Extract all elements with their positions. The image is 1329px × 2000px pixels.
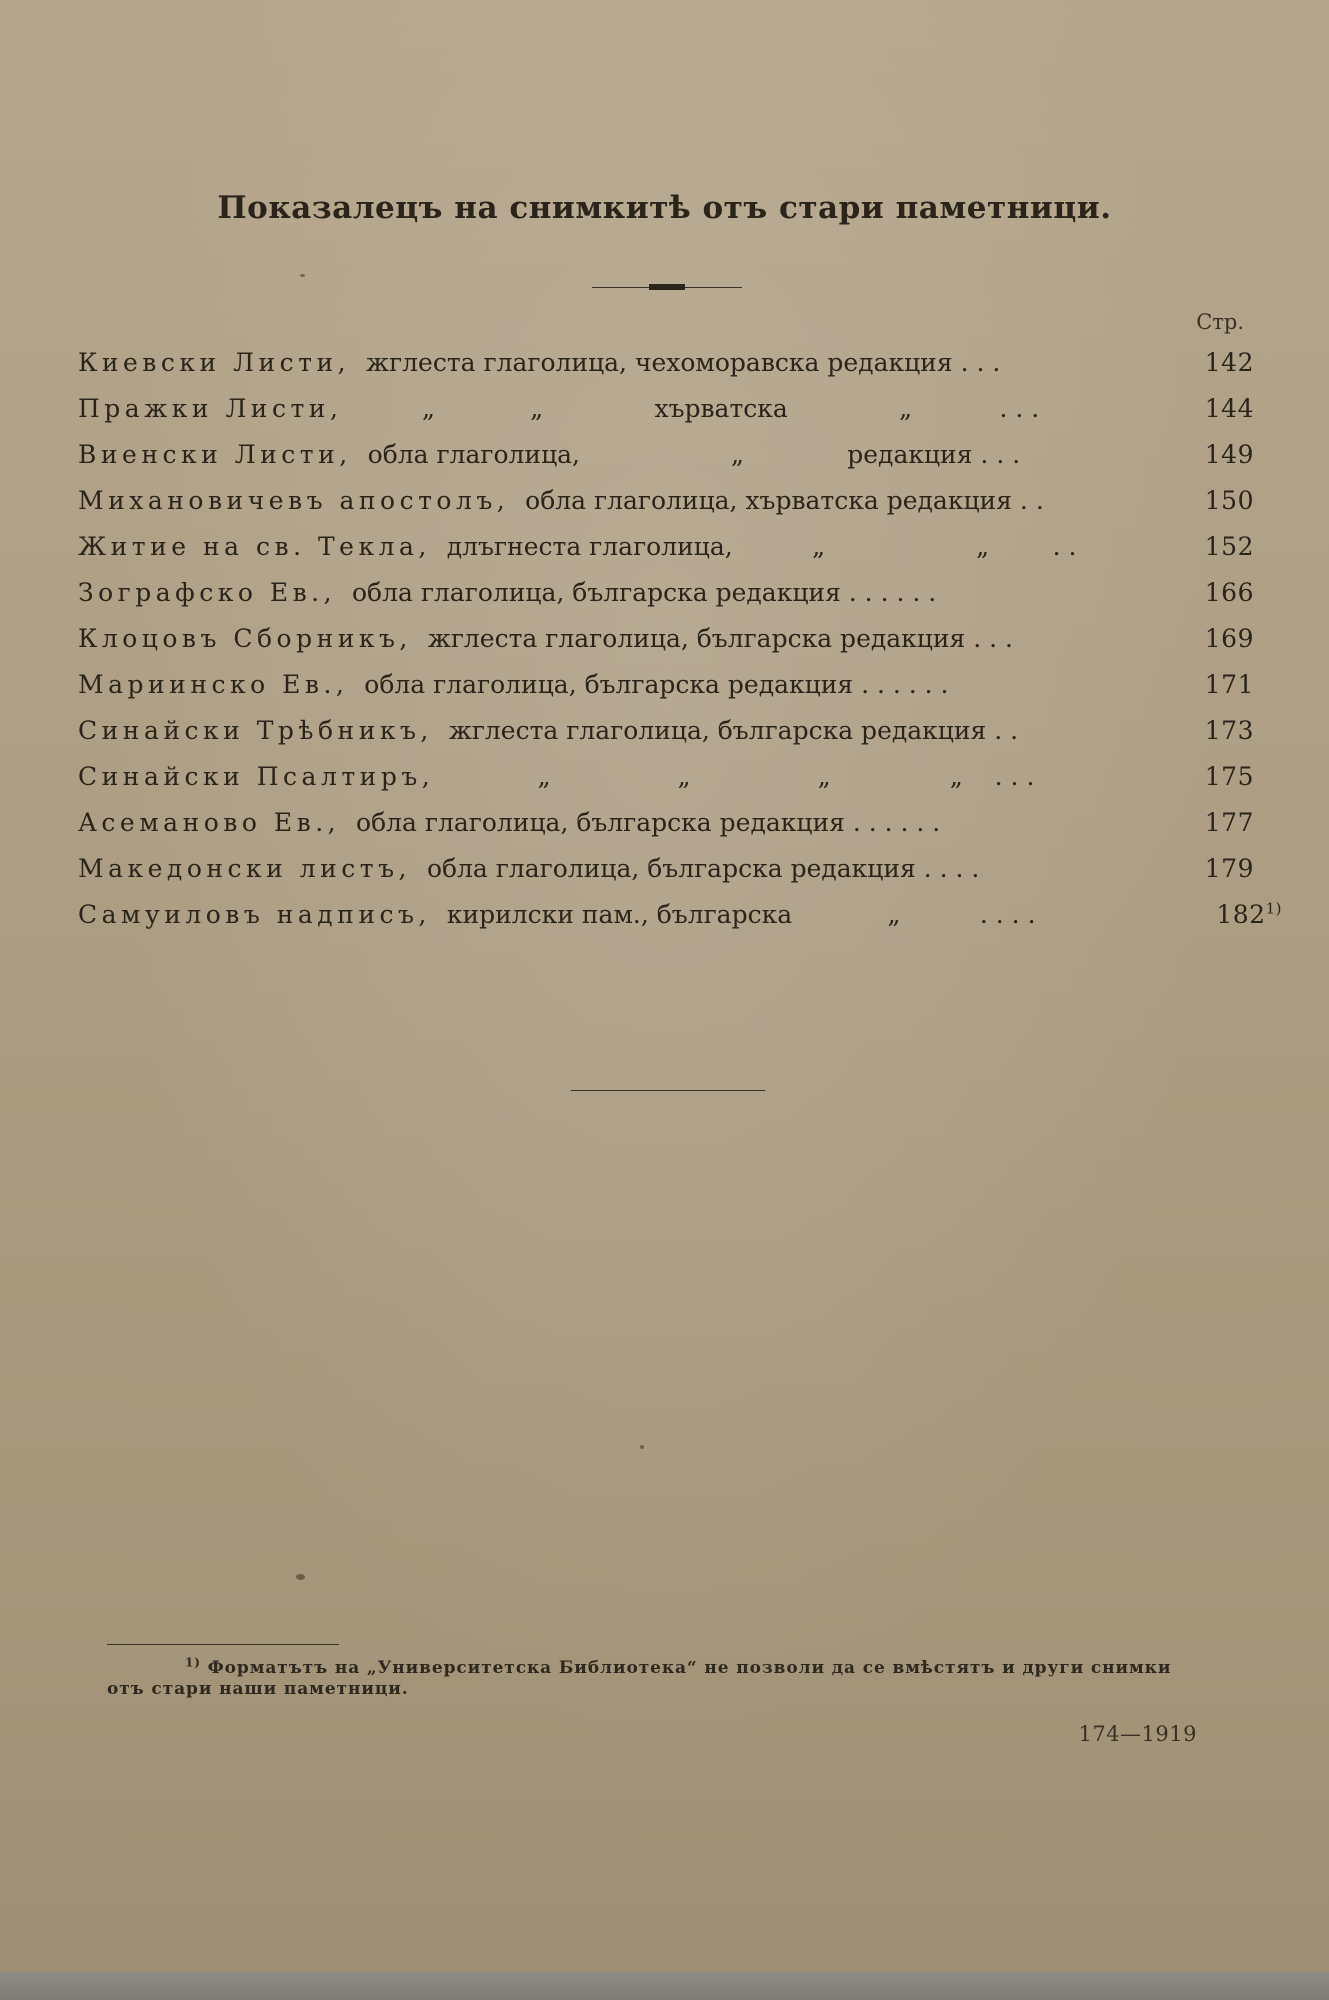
title-ornament (592, 284, 742, 292)
toc-entry-description: жглеста глаголица, българска редакция . . . (427, 624, 1013, 653)
footnote-marker: 1) (185, 1655, 201, 1670)
toc-row (78, 662, 1254, 708)
toc-entry-description: обла глаголица, хърватска редакция . . (525, 486, 1044, 515)
toc-entry-title: Пражки Листи, (78, 394, 343, 423)
footnote-rule (107, 1644, 339, 1645)
toc-entry-page: 149 (1204, 440, 1254, 469)
toc-entry-page: 175 (1204, 762, 1254, 791)
toc-row (78, 386, 1254, 432)
toc-entry-page: 152 (1204, 532, 1254, 561)
toc-entry-title: Мариинско Ев., (78, 670, 349, 699)
toc-entry-title: Житие на св. Текла, (78, 532, 431, 561)
paper-spot (296, 1574, 305, 1580)
toc-row (78, 708, 1254, 754)
toc-entry-description: „ „ „ „ . . . (450, 762, 1035, 791)
toc-entry-title: Македонски листъ, (78, 854, 411, 883)
toc-entry-page: 142 (1204, 348, 1254, 377)
table-of-contents (78, 340, 1282, 938)
toc-row (78, 340, 1254, 386)
ornament-center-bar (649, 284, 685, 290)
toc-entry-title: Киевски Листи, (78, 348, 351, 377)
toc-entry-page: 177 (1204, 808, 1254, 837)
toc-entry-page: 150 (1204, 486, 1254, 515)
toc-row (78, 754, 1254, 800)
toc-entry-page: 179 (1204, 854, 1254, 883)
toc-entry-description: жглеста глаголица, българска редакция . . (448, 716, 1019, 745)
toc-entry-page: 173 (1204, 716, 1254, 745)
toc-entry-description: жглеста глаголица, чехоморавска редакция . . . (366, 348, 1001, 377)
toc-entry-title: Клоцовъ Сборникъ, (78, 624, 412, 653)
toc-entry-page: 169 (1204, 624, 1254, 653)
footnote-reference: 1) (1265, 899, 1282, 918)
toc-entry-description: кирилски пам., българска „ . . . . (446, 900, 1036, 929)
toc-row (78, 432, 1254, 478)
toc-entry-title: Виенски Листи, (78, 440, 352, 469)
footnote-line-1 (107, 1655, 1247, 1679)
toc-entry-description: обла глаголица, „ редакция . . . (367, 440, 1021, 469)
toc-entry-description: обла глаголица, българска редакция . . . . . . (356, 808, 941, 837)
toc-entry-page-number: 182 (1216, 900, 1266, 929)
toc-entry-page: 144 (1204, 394, 1254, 423)
toc-entry-description: обла глаголица, българска редакция . . . . . . (352, 578, 937, 607)
toc-entry-title: Михановичевъ апостолъ, (78, 486, 510, 515)
toc-entry-description: обла глаголица, българска редакция . . . . . . (364, 670, 949, 699)
toc-row (78, 570, 1254, 616)
toc-row (78, 846, 1254, 892)
toc-row (78, 800, 1254, 846)
toc-entry-description: длъгнеста глаголица, „ „ . . (446, 532, 1077, 561)
toc-entry-page: 171 (1204, 670, 1254, 699)
toc-row (78, 478, 1254, 524)
toc-entry-description: „ „ хърватска „ . . . (358, 394, 1040, 423)
toc-entry-title: Синайски Псалтиръ, (78, 762, 435, 791)
toc-entry-title: Зографско Ев., (78, 578, 337, 607)
toc-row (78, 524, 1254, 570)
paper-spot (640, 1445, 644, 1449)
paper-spot (300, 274, 305, 277)
footnote-text-2: отъ стари наши паметници. (107, 1679, 409, 1699)
page-title: Показалецъ на снимкитѣ отъ стари паметници. (217, 190, 1112, 226)
toc-entry-title: Синайски Трѣбникъ, (78, 716, 433, 745)
footnote (107, 1655, 1247, 1700)
page-column-header: Стр. (1196, 310, 1244, 334)
scan-background-strip (0, 1972, 1329, 2000)
footnote-text-1: Форматътъ на „Университетска Библиотека“ не позволи да се вмѣстятъ и други снимки (207, 1658, 1172, 1678)
toc-entry-description: обла глаголица, българска редакция . . . . (426, 854, 980, 883)
section-divider (571, 1090, 765, 1091)
toc-row (78, 892, 1282, 938)
toc-entry-page: 166 (1204, 578, 1254, 607)
toc-entry-title: Асеманово Ев., (78, 808, 341, 837)
toc-entry-page (1174, 892, 1282, 938)
print-mark: 174—1919 (1078, 1722, 1197, 1746)
toc-entry-title: Самуиловъ надписъ, (78, 900, 431, 929)
toc-row (78, 616, 1254, 662)
